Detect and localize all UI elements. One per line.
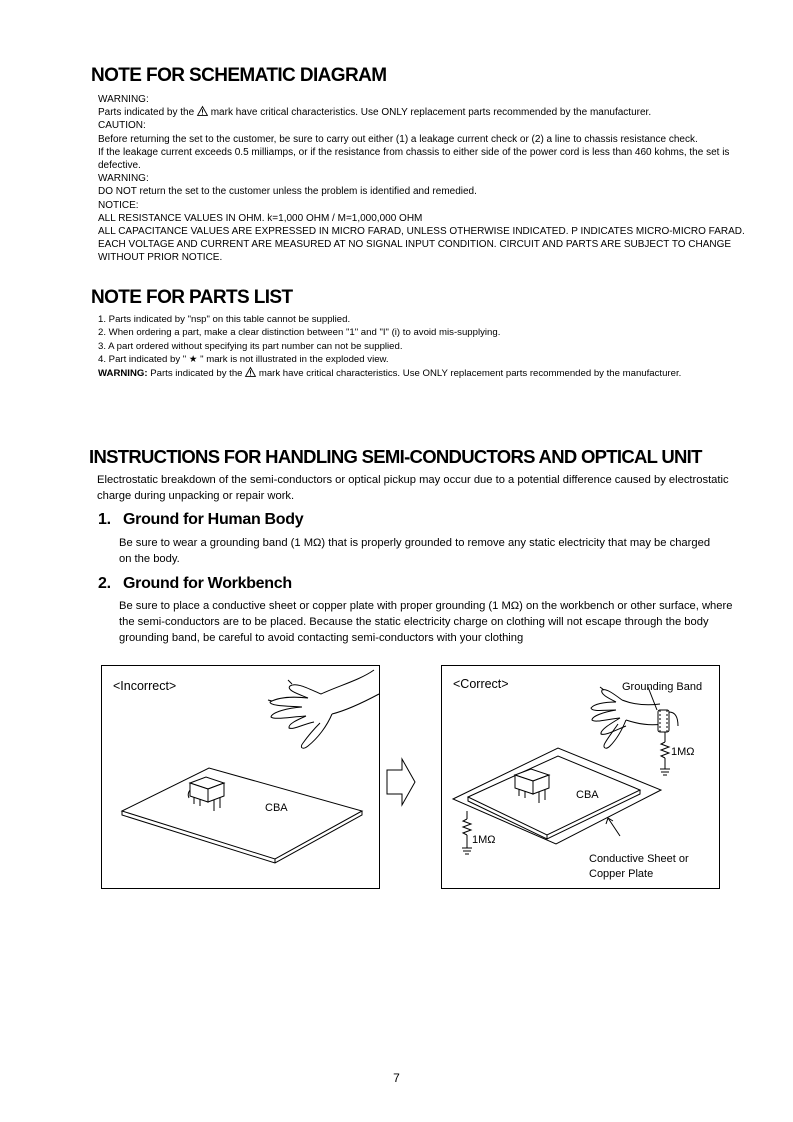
sheet-label: Conductive Sheet or [589, 853, 689, 865]
notice-label: NOTICE: [98, 199, 139, 211]
resistor-label: 1MΩ [472, 834, 496, 846]
warning-text: DO NOT return the set to the customer unless the problem is identified and remedied. [98, 186, 477, 198]
pointer-arrow-icon [606, 818, 620, 836]
list-item: 4. Part indicated by " ★ " mark is not illustrated in the exploded view. [98, 354, 389, 366]
sheet-label: Copper Plate [589, 868, 654, 880]
section-heading-human-body: 1. Ground for Human Body [98, 511, 304, 528]
correct-diagram-panel [441, 665, 720, 889]
circuit-board-shape [468, 756, 640, 835]
cba-label: CBA [576, 789, 599, 801]
notice-text: ALL RESISTANCE VALUES IN OHM. k=1,000 OHM / M=1,000,000 OHM [98, 212, 423, 224]
circuit-board-shape [122, 768, 362, 859]
caution-text: If the leakage current exceeds 0.5 milliamps, or if the resistance from chassis to either side of the power cord is less than 460 kohms, the set is defective. [98, 146, 730, 172]
warning-label: WARNING: [98, 173, 149, 185]
caution-label: CAUTION: [98, 120, 146, 132]
caution-triangle-icon [197, 106, 208, 116]
grounding-band-icon [658, 710, 678, 732]
resistor-icon [660, 732, 670, 775]
list-item: 1. Parts indicated by "nsp" on this table cannot be supplied. [98, 314, 351, 325]
incorrect-diagram-panel [101, 665, 380, 889]
caution-triangle-icon [245, 367, 256, 377]
schematic-notes [98, 93, 758, 265]
section-text-workbench: Be sure to place a conductive sheet or copper plate with proper grounding (1 MΩ) on the workbench or other surface, where the semi-conductors are to be placed. Because the static electricity charge on clothing will not escape through the body grounding band, be careful to avoid contacting semi-conductors with your clothing [119, 600, 733, 645]
parts-list-title: NOTE FOR PARTS LIST [91, 287, 293, 308]
parts-list-notes [98, 313, 758, 380]
resistor-icon [462, 811, 472, 854]
incorrect-label: <Incorrect> [113, 679, 177, 693]
resistor-label: 1MΩ [671, 746, 695, 758]
section-text-human-body: Be sure to wear a grounding band (1 MΩ) that is properly grounded to remove any static electricity that may be charged on the body. [119, 537, 711, 566]
instructions-intro: Electrostatic breakdown of the semi-conductors or optical pickup may occur due to a potential difference caused by electrostatic charge during unpacking or repair work. [97, 474, 729, 503]
section-heading-workbench: 2. Ground for Workbench [98, 575, 292, 592]
page-number: 7 [393, 1071, 400, 1085]
list-item: 3. A part ordered without specifying its part number can not be supplied. [98, 340, 403, 352]
hand-icon [268, 670, 379, 748]
instructions-title: INSTRUCTIONS FOR HANDLING SEMI-CONDUCTORS AND OPTICAL UNIT [89, 446, 702, 467]
right-arrow-icon [386, 757, 416, 807]
list-item: 2. When ordering a part, make a clear distinction between "1" and "I" (i) to avoid mis-supplying. [98, 327, 501, 339]
grounding-band-label: Grounding Band [622, 681, 703, 693]
schematic-title: NOTE FOR SCHEMATIC DIAGRAM [91, 65, 387, 86]
caution-text: Before returning the set to the customer, be sure to carry out either (1) a leakage current check or (2) a line to chassis resistance check. [98, 133, 698, 145]
notice-text: ALL CAPACITANCE VALUES ARE EXPRESSED IN MICRO FARAD, UNLESS OTHERWISE INDICATED. P INDICATES MICRO-MICRO FARAD. EACH VOLTAGE AND CURRENT ARE MEASURED AT NO SIGNAL INPUT CONDITION. CIRCUIT AND PARTS ARE SUBJECT TO CHANGE WITHOUT PRIOR NOTICE. [98, 226, 745, 264]
warning-label: WARNING: [98, 94, 149, 105]
cba-label: CBA [265, 802, 288, 814]
incorrect-illustration [102, 666, 379, 888]
star-icon: ★ [188, 354, 198, 366]
correct-label: <Correct> [453, 677, 509, 691]
list-item: WARNING: Parts indicated by the mark have critical characteristics. Use ONLY replacement parts recommended by the manufacturer. [98, 367, 682, 379]
correct-illustration [442, 666, 719, 888]
warning-text: Parts indicated by the mark have critical characteristics. Use ONLY replacement parts recommended by the manufacturer. [98, 107, 652, 119]
